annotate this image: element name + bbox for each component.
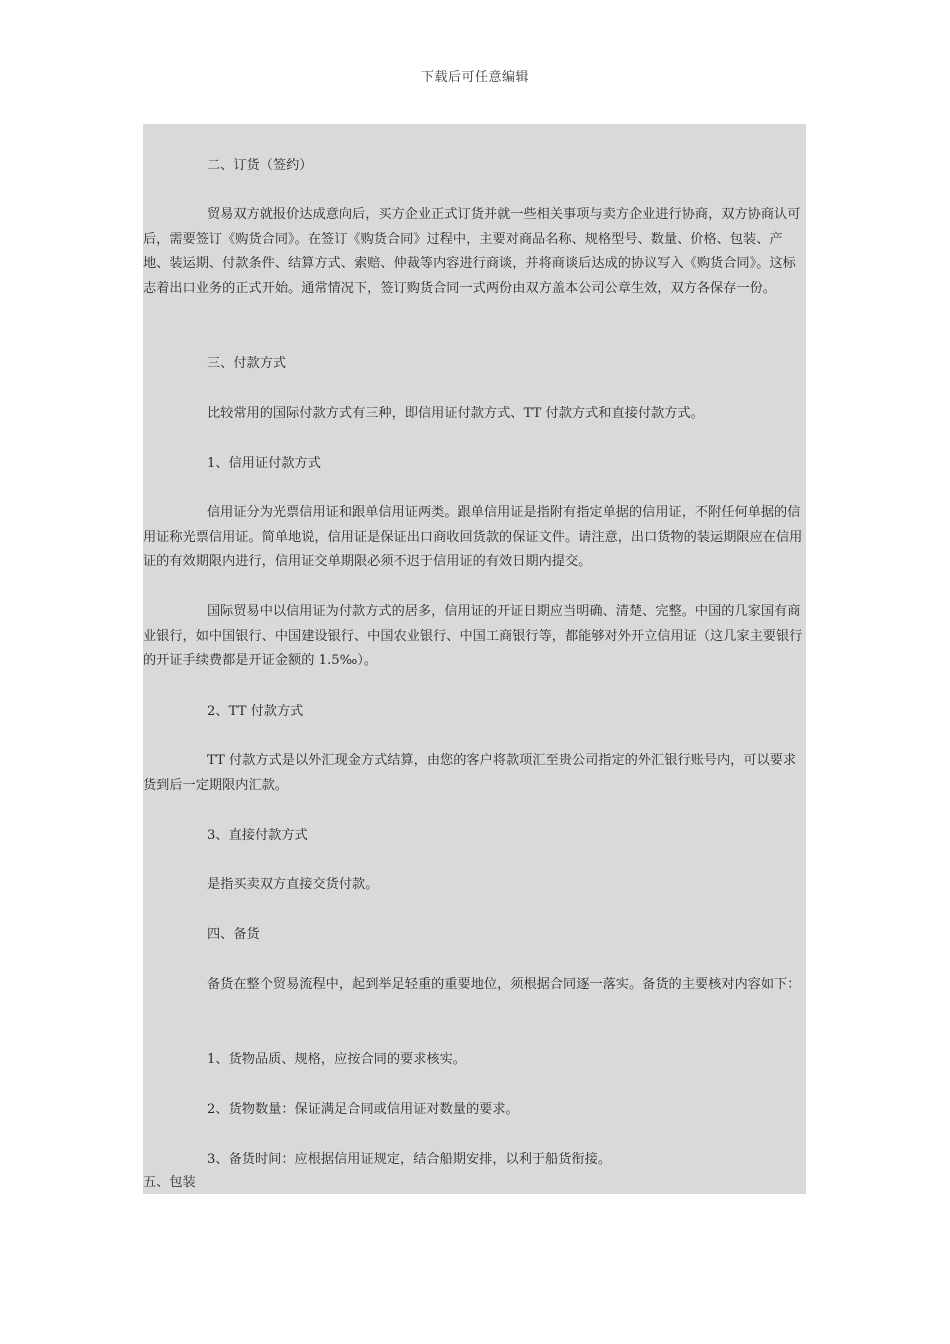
subheading-direct-payment: 3、直接付款方式 [207,828,308,843]
list-item-quality: 1、货物品质、规格，应按合同的要求核实。 [207,1052,466,1067]
list-item-timing: 3、备货时间：应根据信用证规定，结合船期安排，以利于船货衔接。 [207,1152,612,1167]
paragraph-stocking: 备货在整个贸易流程中，起到举足轻重的重要地位，须根据合同逐一落实。备货的主要核对内容如下： [207,977,801,992]
paragraph-letter-of-credit-banks: 国际贸易中以信用证为付款方式的居多，信用证的开证日期应当明确、清楚、完整。中国的几家国有商业银行，如中国银行、中国建设银行、中国农业银行、中国工商银行等，都能够对外开立信用证（这几家主要银行的开证手续费都是开证金额的 1.5‰）。 [143,604,803,668]
subheading-letter-of-credit: 1、信用证付款方式 [207,456,321,471]
paragraph-ordering: 贸易双方就报价达成意向后，买方企业正式订货并就一些相关事项与卖方企业进行协商，双方协商认可后，需要签订《购货合同》。在签订《购货合同》过程中，主要对商品名称、规格型号、数量、价格、包装、产地、装运期、付款条件、结算方式、索赔、仲裁等内容进行商谈，并将商谈后达成的协议写入《购货合同》。这标志着出口业务的正式开始。通常情况下，签订购货合同一式两份由双方盖本公司公章生效，双方各保存一份。 [143,207,801,296]
subheading-tt-payment: 2、TT 付款方式 [207,704,304,719]
page-header: 下载后可任意编辑 [420,70,529,85]
section-heading-packaging: 五、包装 [143,1175,196,1190]
paragraph-payment-intro: 比较常用的国际付款方式有三种，即信用证付款方式、TT 付款方式和直接付款方式。 [207,406,704,421]
section-heading-stocking: 四、备货 [207,927,260,942]
document-body [143,124,806,1194]
paragraph-direct-payment: 是指买卖双方直接交货付款。 [207,877,379,892]
paragraph-tt-payment: TT 付款方式是以外汇现金方式结算，由您的客户将款项汇至贵公司指定的外汇银行账号内，可以要求货到后一定期限内汇款。 [143,753,797,793]
section-heading-ordering: 二、订货（签约） [207,158,313,173]
paragraph-letter-of-credit-types: 信用证分为光票信用证和跟单信用证两类。跟单信用证是指附有指定单据的信用证，不附任何单据的信用证称光票信用证。简单地说，信用证是保证出口商收回货款的保证文件。请注意，出口货物的装运期限应在信用证的有效期限内进行，信用证交单期限必须不迟于信用证的有效日期内提交。 [143,505,803,569]
list-item-quantity: 2、货物数量：保证满足合同或信用证对数量的要求。 [207,1102,519,1117]
section-heading-payment: 三、付款方式 [207,356,287,371]
